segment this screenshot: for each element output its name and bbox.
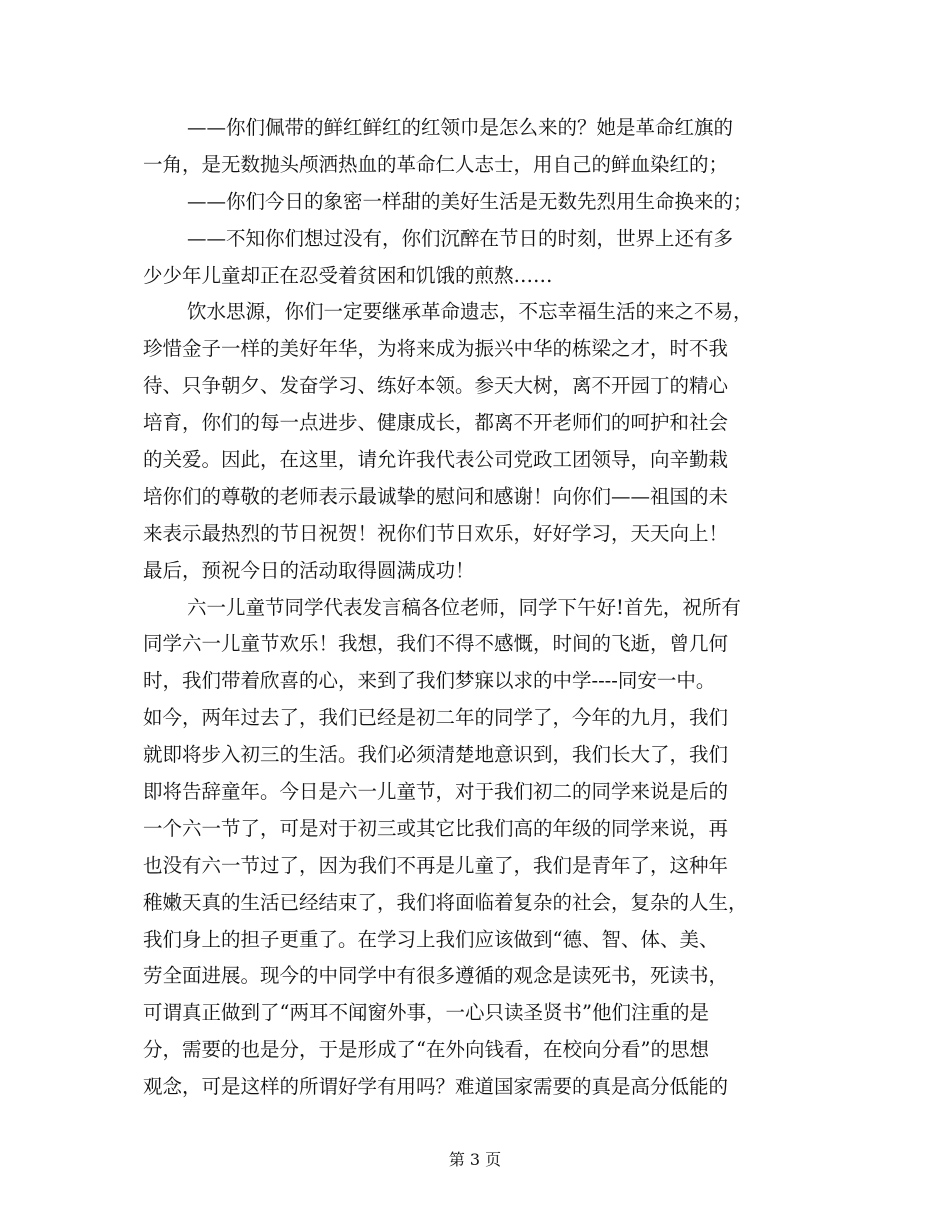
text-line: 一角，是无数抛头颅洒热血的革命仁人志士，用自己的鲜血染红的； [143, 152, 729, 176]
text-line: 最后，预祝今日的活动取得圆满成功！ [143, 558, 475, 582]
text-line: 时，我们带着欣喜的心，来到了我们梦寐以求的中学----同安一中。 [143, 669, 716, 693]
text-line: 待、只争朝夕、发奋学习、练好本领。参天大树，离不开园丁的精心 [143, 374, 729, 398]
text-line: 稚嫩天真的生活已经结束了，我们将面临着复杂的社会，复杂的人生， [143, 890, 748, 914]
text-line: ——你们今日的象密一样甜的美好生活是无数先烈用生命换来的； [187, 189, 753, 213]
document-body [143, 110, 808, 1106]
text-line: 也没有六一节过了，因为我们不再是儿童了，我们是青年了，这种年 [143, 853, 729, 877]
text-line: 来表示最热烈的节日祝贺！祝你们节日欢乐，好好学习，天天向上！ [143, 521, 729, 545]
text-line: 一个六一节了，可是对于初三或其它比我们高的年级的同学来说，再 [143, 816, 729, 840]
page-number: 第 3 页 [448, 1150, 502, 1169]
text-line: 珍惜金子一样的美好年华，为将来成为振兴中华的栋梁之才，时不我 [143, 337, 729, 361]
text-line: 即将告辞童年。今日是六一儿童节，对于我们初二的同学来说是后的 [143, 780, 729, 804]
text-line: 劳全面进展。现今的中同学中有很多遵循的观念是读死书，死读书， [143, 964, 729, 988]
text-line: 培育，你们的每一点进步、健康成长，都离不开老师们的呵护和社会 [143, 411, 729, 435]
text-line: 少少年儿童却正在忍受着贫困和饥饿的煎熬…… [143, 263, 553, 287]
text-line: 我们身上的担子更重了。在学习上我们应该做到“德、智、体、美、 [143, 927, 719, 951]
text-line: 分，需要的也是分，于是形成了“在外向钱看，在校向分看”的思想 [143, 1038, 709, 1062]
text-line: 饮水思源，你们一定要继承革命遗志，不忘幸福生活的来之不易， [187, 300, 753, 324]
text-line: 培你们的尊敬的老师表示最诚挚的慰问和感谢！向你们——祖国的未 [143, 484, 729, 508]
text-line: 同学六一儿童节欢乐！我想，我们不得不感慨，时间的飞逝，曾几何 [143, 632, 729, 656]
text-line: 就即将步入初三的生活。我们必须清楚地意识到，我们长大了，我们 [143, 743, 729, 767]
text-line: 可谓真正做到了“两耳不闻窗外事，一心只读圣贤书”他们注重的是 [143, 1001, 709, 1025]
text-line: 如今，两年过去了，我们已经是初二年的同学了，今年的九月，我们 [143, 706, 729, 730]
text-line: 的关爱。因此，在这里，请允许我代表公司党政工团领导，向辛勤栽 [143, 448, 729, 472]
text-line: 六一儿童节同学代表发言稿各位老师，同学下午好!首先，祝所有 [187, 595, 741, 619]
text-line: 观念，可是这样的所谓好学有用吗？难道国家需要的真是高分低能的 [143, 1075, 729, 1099]
text-line: ——不知你们想过没有，你们沉醉在节日的时刻，世界上还有多 [187, 226, 734, 250]
text-line: ——你们佩带的鲜红鲜红的红领巾是怎么来的？她是革命红旗的 [187, 116, 734, 139]
